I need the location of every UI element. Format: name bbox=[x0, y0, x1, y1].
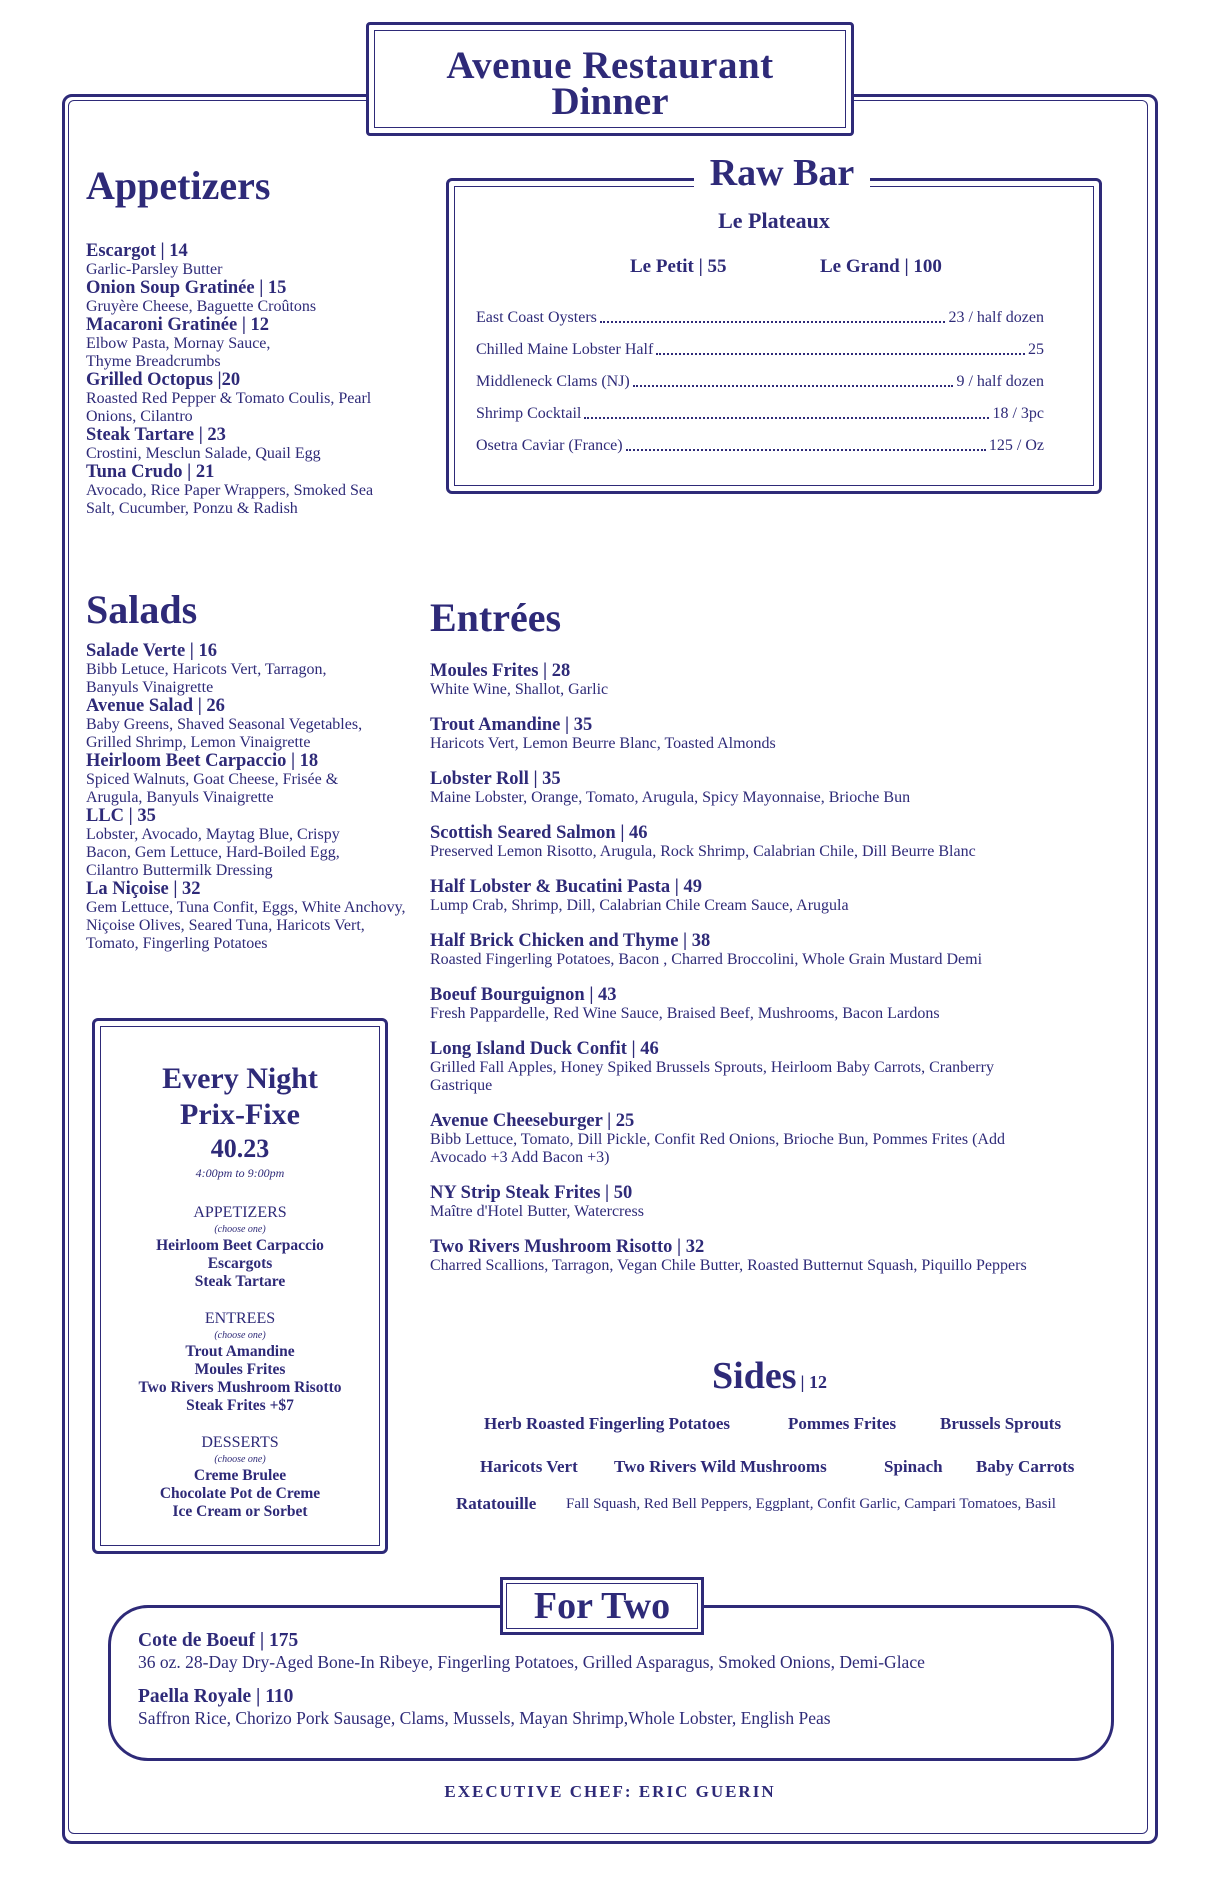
prix-fixe-item: Trout Amandine bbox=[185, 1343, 295, 1360]
prix-fixe-section-title: APPETIZERS bbox=[193, 1204, 287, 1221]
side-item: Baby Carrots bbox=[976, 1457, 1075, 1476]
restaurant-name: Avenue Restaurant bbox=[446, 44, 774, 87]
side-item: Pommes Frites bbox=[788, 1414, 897, 1433]
menu-item-name: Macaroni Gratinée | 12 bbox=[86, 315, 270, 335]
raw-bar-row bbox=[476, 340, 1044, 360]
prix-fixe-box bbox=[92, 1018, 388, 1554]
dot-leader bbox=[584, 404, 989, 419]
menu-item-name: Avenue Cheeseburger | 25 bbox=[430, 1111, 635, 1131]
menu-item-desc: White Wine, Shallot, Garlic bbox=[430, 681, 609, 698]
menu-item-desc: Avocado, Rice Paper Wrappers, Smoked Sea Salt, Cucumber, Ponzu & Radish bbox=[86, 482, 374, 517]
prix-fixe-item: Heirloom Beet Carpaccio bbox=[156, 1237, 324, 1254]
raw-bar-item-name: East Coast Oysters bbox=[476, 309, 597, 326]
menu-type: Dinner bbox=[551, 80, 669, 123]
menu-item-name: Escargot | 14 bbox=[86, 241, 188, 261]
entree-item bbox=[430, 824, 1120, 861]
menu-item-desc: Gem Lettuce, Tuna Confit, Eggs, White Anchovy, Niçoise Olives, Seared Tuna, Haricots Vert, Tomato, Fingerling Potatoes bbox=[86, 899, 406, 952]
raw-bar-petit: Le Petit | 55 bbox=[630, 256, 727, 277]
raw-bar-item-price: 25 bbox=[1028, 341, 1044, 358]
dot-leader bbox=[600, 308, 946, 323]
prix-fixe-note: (choose one) bbox=[214, 1224, 266, 1235]
raw-bar-item-name: Shrimp Cocktail bbox=[476, 405, 582, 422]
prix-fixe-note: (choose one) bbox=[214, 1454, 266, 1465]
raw-bar-row bbox=[476, 372, 1044, 392]
entree-item bbox=[430, 662, 1120, 699]
raw-bar-item-name: Osetra Caviar (France) bbox=[476, 437, 623, 454]
appetizers-heading: Appetizers bbox=[86, 163, 271, 208]
menu-item-name: Half Brick Chicken and Thyme | 38 bbox=[430, 931, 711, 951]
raw-bar-row bbox=[476, 308, 1044, 328]
menu-item-desc: Grilled Fall Apples, Honey Spiked Brussels Sprouts, Heirloom Baby Carrots, Cranberry Gastrique bbox=[430, 1059, 994, 1094]
menu-item-desc: Baby Greens, Shaved Seasonal Vegetables, Grilled Shrimp, Lemon Vinaigrette bbox=[86, 716, 363, 751]
entree-item bbox=[430, 1040, 1120, 1095]
raw-bar-plateaux: Le Plateaux bbox=[718, 208, 830, 233]
raw-bar-row bbox=[476, 436, 1044, 456]
entree-item bbox=[430, 1112, 1120, 1167]
prix-fixe-item: Escargots bbox=[207, 1255, 273, 1272]
raw-bar-row bbox=[476, 404, 1044, 424]
menu-item-desc: Maine Lobster, Orange, Tomato, Arugula, Spicy Mayonnaise, Brioche Bun bbox=[430, 789, 911, 806]
menu-item-name: Two Rivers Mushroom Risotto | 32 bbox=[430, 1237, 705, 1257]
prix-fixe-item: Steak Frites +$7 bbox=[186, 1397, 294, 1414]
raw-bar-item-price: 125 / Oz bbox=[988, 437, 1044, 454]
menu-item-name: Long Island Duck Confit | 46 bbox=[430, 1039, 659, 1059]
prix-fixe-line1: Every Night bbox=[162, 1062, 318, 1095]
menu-item-desc: Maître d'Hotel Butter, Watercress bbox=[430, 1203, 644, 1220]
prix-fixe-item: Steak Tartare bbox=[194, 1273, 286, 1290]
menu-item-name: Tuna Crudo | 21 bbox=[86, 462, 215, 482]
menu-item-desc: Bibb Letuce, Haricots Vert, Tarragon, Banyuls Vinaigrette bbox=[86, 661, 327, 696]
entree-item bbox=[430, 1238, 1120, 1275]
side-item: Herb Roasted Fingerling Potatoes bbox=[484, 1414, 730, 1433]
sides-heading: Sides bbox=[712, 1355, 797, 1397]
raw-bar-grand: Le Grand | 100 bbox=[820, 256, 942, 277]
dot-leader bbox=[626, 436, 986, 451]
side-item-desc: Fall Squash, Red Bell Peppers, Eggplant, Confit Garlic, Campari Tomatoes, Basil bbox=[566, 1496, 1056, 1512]
for-two-list bbox=[138, 1630, 1068, 1728]
menu-item-desc: Crostini, Mesclun Salade, Quail Egg bbox=[86, 445, 321, 462]
sides-price: | 12 bbox=[800, 1372, 827, 1392]
menu-item-name: Salade Verte | 16 bbox=[86, 641, 217, 661]
menu-item-desc: Lump Crab, Shrimp, Dill, Calabrian Chile Cream Sauce, Arugula bbox=[430, 897, 849, 914]
dot-leader bbox=[633, 372, 954, 387]
menu-item-name: Trout Amandine | 35 bbox=[430, 715, 593, 735]
entree-item bbox=[430, 1184, 1120, 1221]
menu-item-desc: Bibb Lettuce, Tomato, Dill Pickle, Confit Red Onions, Brioche Bun, Pommes Frites (Add Avocado +3 Add Bacon +3) bbox=[430, 1131, 1005, 1166]
menu-item-desc: Elbow Pasta, Mornay Sauce, Thyme Breadcrumbs bbox=[86, 335, 271, 370]
menu-item-name: Heirloom Beet Carpaccio | 18 bbox=[86, 751, 319, 771]
raw-bar-item-price: 18 / 3pc bbox=[992, 405, 1044, 422]
menu-item-desc: Haricots Vert, Lemon Beurre Blanc, Toasted Almonds bbox=[430, 735, 776, 752]
raw-bar-item-price: 23 / half dozen bbox=[948, 309, 1044, 326]
side-item: Two Rivers Wild Mushrooms bbox=[614, 1457, 827, 1476]
menu-item-desc: Preserved Lemon Risotto, Arugula, Rock Shrimp, Calabrian Chile, Dill Beurre Blanc bbox=[430, 843, 976, 860]
prix-fixe-item: Chocolate Pot de Creme bbox=[159, 1485, 321, 1502]
prix-fixe-item: Moules Frites bbox=[194, 1361, 286, 1378]
prix-fixe-section-title: DESSERTS bbox=[201, 1434, 279, 1451]
salads-list bbox=[86, 642, 406, 953]
menu-item-name: Scottish Seared Salmon | 46 bbox=[430, 823, 648, 843]
menu-item-name: Boeuf Bourguignon | 43 bbox=[430, 985, 617, 1005]
menu-item-desc: Spiced Walnuts, Goat Cheese, Frisée & Arugula, Banyuls Vinaigrette bbox=[86, 771, 339, 806]
appetizers-list bbox=[86, 242, 386, 518]
salads-heading: Salads bbox=[86, 587, 198, 632]
raw-bar-heading: Raw Bar bbox=[694, 150, 870, 196]
menu-item-desc: Garlic-Parsley Butter bbox=[86, 261, 223, 278]
menu-item-desc: Lobster, Avocado, Maytag Blue, Crispy Bacon, Gem Lettuce, Hard-Boiled Egg, Cilantro Buttermilk Dressing bbox=[86, 826, 340, 879]
prix-fixe-price: 40.23 bbox=[210, 1134, 270, 1163]
menu-item-desc: Gruyère Cheese, Baguette Croûtons bbox=[86, 298, 317, 315]
menu-item-desc: Roasted Red Pepper & Tomato Coulis, Pearl Onions, Cilantro bbox=[86, 390, 372, 425]
side-item: Ratatouille bbox=[456, 1494, 537, 1513]
menu-item-name: Lobster Roll | 35 bbox=[430, 769, 561, 789]
entree-item bbox=[430, 770, 1120, 807]
title-plaque bbox=[366, 22, 854, 136]
menu-item-desc: Roasted Fingerling Potatoes, Bacon , Charred Broccolini, Whole Grain Mustard Demi bbox=[430, 951, 983, 968]
prix-fixe-line2: Prix-Fixe bbox=[180, 1098, 300, 1131]
entree-item bbox=[430, 878, 1120, 915]
entrees-heading: Entrées bbox=[430, 595, 562, 640]
for-two-heading: For Two bbox=[500, 1577, 704, 1635]
menu-item-name: Grilled Octopus |20 bbox=[86, 370, 241, 390]
menu-item-desc: Charred Scallions, Tarragon, Vegan Chile Butter, Roasted Butternut Squash, Piquillo Peppers bbox=[430, 1257, 1027, 1274]
menu-item-desc: Fresh Pappardelle, Red Wine Sauce, Braised Beef, Mushrooms, Bacon Lardons bbox=[430, 1005, 940, 1022]
menu-item-desc: 36 oz. 28-Day Dry-Aged Bone-In Ribeye, Fingerling Potatoes, Grilled Asparagus, Smoked Onions, Demi-Glace bbox=[138, 1652, 925, 1672]
raw-bar-item-name: Middleneck Clams (NJ) bbox=[476, 373, 630, 390]
raw-bar-item-price: 9 / half dozen bbox=[956, 373, 1044, 390]
side-item: Haricots Vert bbox=[480, 1457, 578, 1476]
prix-fixe-hours: 4:00pm to 9:00pm bbox=[195, 1166, 285, 1180]
prix-fixe-note: (choose one) bbox=[214, 1330, 266, 1341]
menu-item-name: Half Lobster & Bucatini Pasta | 49 bbox=[430, 877, 702, 897]
prix-fixe-item: Creme Brulee bbox=[193, 1467, 287, 1484]
sides-header bbox=[712, 1354, 827, 1398]
prix-fixe-item: Two Rivers Mushroom Risotto bbox=[138, 1379, 342, 1396]
side-item: Spinach bbox=[884, 1457, 943, 1476]
dot-leader bbox=[656, 340, 1025, 355]
menu-item-desc: Saffron Rice, Chorizo Pork Sausage, Clams, Mussels, Mayan Shrimp,Whole Lobster, English Peas bbox=[138, 1708, 831, 1728]
menu-item-name: Moules Frites | 28 bbox=[430, 661, 571, 681]
menu-item-name: LLC | 35 bbox=[86, 806, 156, 826]
prix-fixe-item: Ice Cream or Sorbet bbox=[172, 1503, 308, 1520]
side-item: Brussels Sprouts bbox=[940, 1414, 1062, 1433]
entree-item bbox=[430, 986, 1120, 1023]
menu-item-name: Paella Royale | 110 bbox=[138, 1686, 294, 1707]
prix-fixe-section-title: ENTREES bbox=[204, 1310, 276, 1327]
menu-item-name: Cote de Boeuf | 175 bbox=[138, 1630, 299, 1651]
menu-item-name: La Niçoise | 32 bbox=[86, 879, 201, 899]
menu-item-name: Avenue Salad | 26 bbox=[86, 696, 225, 716]
raw-bar-item-name: Chilled Maine Lobster Half bbox=[476, 341, 654, 358]
menu-item-name: NY Strip Steak Frites | 50 bbox=[430, 1183, 633, 1203]
entree-item bbox=[430, 932, 1120, 969]
entree-item bbox=[430, 716, 1120, 753]
entrees-list bbox=[430, 662, 1120, 1292]
menu-item-name: Steak Tartare | 23 bbox=[86, 425, 226, 445]
menu-item-name: Onion Soup Gratinée | 15 bbox=[86, 278, 287, 298]
executive-chef-credit: EXECUTIVE CHEF: ERIC GUERIN bbox=[444, 1782, 776, 1801]
